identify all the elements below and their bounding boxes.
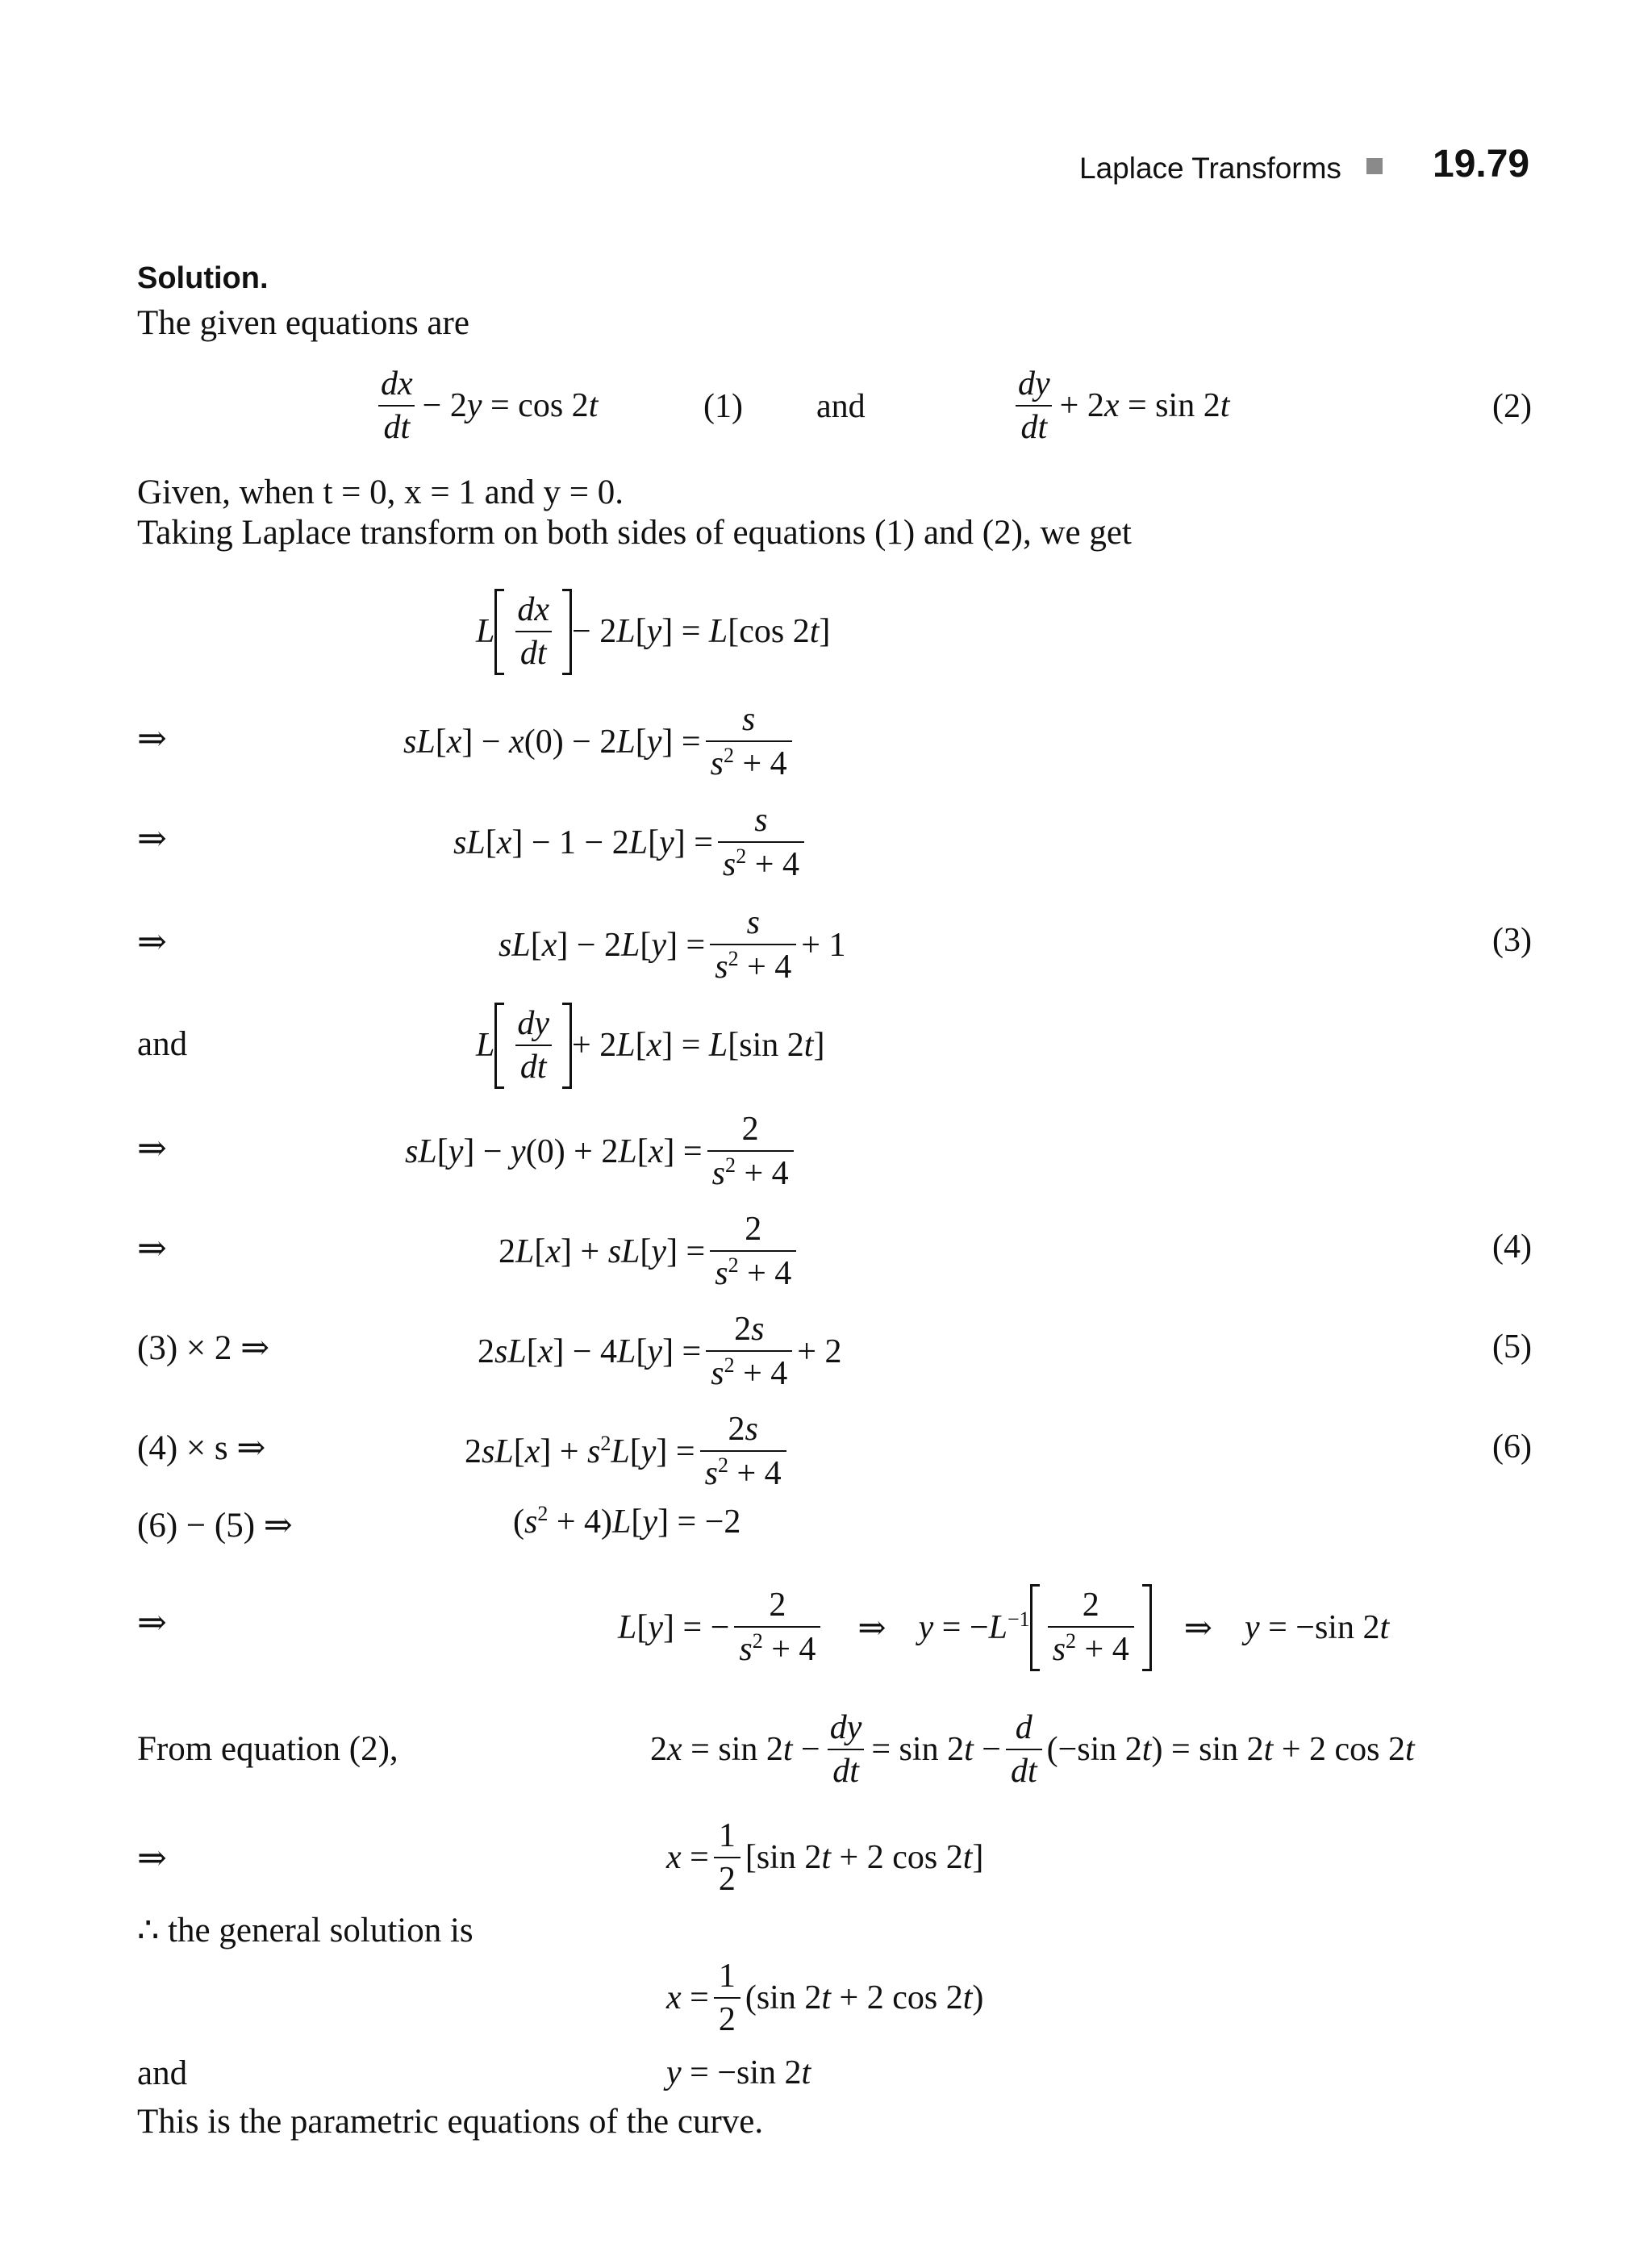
step-3: sL[x] − 2L[y] = $\frac{s}{s^2 + 4}$ + 1 (499, 904, 846, 986)
from-equation-2: From equation (2), (137, 1730, 398, 1768)
step-4: sL[y] − y(0) + 2L[x] = $\frac{2}{s^2 + 4}$ (405, 1110, 799, 1194)
page-number: 19.79 (1433, 143, 1530, 186)
equation-3-tag: (3) (1492, 922, 1532, 959)
step-7: $2sL[x] + s^2L[y]$ = $\frac{2s}{s^2 + 4}$ (465, 1410, 791, 1494)
equation-5-tag: (5) (1492, 1328, 1532, 1366)
equation-6-tag: (6) (1492, 1428, 1532, 1466)
final-statement: This is the parametric equations of the curve. (137, 2103, 764, 2141)
running-header-title: Laplace Transforms (1079, 152, 1341, 185)
equation-1-tag: (1) (703, 388, 743, 425)
equation-2: $\frac{dy}{dt}$ + 2x = sin 2t (1008, 365, 1229, 448)
op-4-times-s: (4) × s ⇒ (137, 1429, 266, 1467)
and-label: and (137, 1025, 188, 1063)
step-11: x = $\frac{1}{2}$ [sin 2t + 2 cos 2t] (666, 1817, 984, 1899)
step-1: sL[x] − x(0) − 2L[y] = $\frac{s}{s^2 + 4}$ (403, 700, 797, 784)
step-6: 2sL[x] − 4L[y] = $\frac{2s}{s^2 + 4}$ + 2 (478, 1311, 842, 1393)
and-connector: and (816, 388, 866, 425)
step-2: sL[x] − 1 − 2L[y] = $\frac{s}{s^2 + 4}$ (453, 801, 809, 885)
op-6-minus-5: (6) − (5) ⇒ (137, 1507, 293, 1545)
given-conditions: Given, when t = 0, x = 1 and y = 0. (137, 473, 624, 511)
intro-text: The given equations are (137, 304, 469, 342)
laplace-eq-1: L $\frac{dx}{dt}$ − 2L[y] = L[cos 2t] (476, 589, 830, 675)
step-10: 2x = sin 2t − $\frac{dy}{dt}$ = sin 2t − $\frac{d}{dt}$ (−sin 2t) = sin 2t + 2 cos 2t (650, 1709, 1415, 1791)
equation-2-tag: (2) (1492, 388, 1532, 425)
implies-3: ⇒ (137, 922, 167, 961)
equation-1: $\frac{dx}{dt}$ − 2y = cos 2t (371, 365, 598, 448)
implies-4: ⇒ (137, 1128, 167, 1168)
general-solution-text: ∴ the general solution is (137, 1912, 473, 1950)
step-5: 2L[x] + sL[y] = $\frac{2}{s^2 + 4}$ (499, 1210, 801, 1294)
implies-2: ⇒ (137, 819, 167, 858)
and-label-2: and (137, 2054, 188, 2092)
header-square-icon (1366, 158, 1383, 174)
implies-6: ⇒ (137, 1603, 167, 1642)
solution-heading: Solution. (137, 261, 269, 295)
taking-laplace-text: Taking Laplace transform on both sides of equations (1) and (2), we get (137, 514, 1132, 552)
implies-7: ⇒ (137, 1838, 167, 1878)
implies-1: ⇒ (137, 719, 167, 758)
laplace-eq-2: L $\frac{dy}{dt}$ + 2L[x] = L[sin 2t] (476, 1003, 824, 1089)
solution-x: x = $\frac{1}{2}$ (sin 2t + 2 cos 2t) (666, 1958, 984, 2039)
step-8: $(s^2 + 4)L[y] = -2$ (513, 1502, 741, 1541)
solution-y: y = −sin 2t (666, 2054, 811, 2091)
implies-5: ⇒ (137, 1228, 167, 1268)
op-3-times-2: (3) × 2 ⇒ (137, 1329, 270, 1367)
equation-4-tag: (4) (1492, 1228, 1532, 1266)
step-9: L[y] = − $\frac{2}{s^2 + 4}$ ⇒ $y = -L^{-1}$ $\frac{2}{s^2 + 4}$ ⇒ y = −sin 2t (618, 1584, 1389, 1671)
